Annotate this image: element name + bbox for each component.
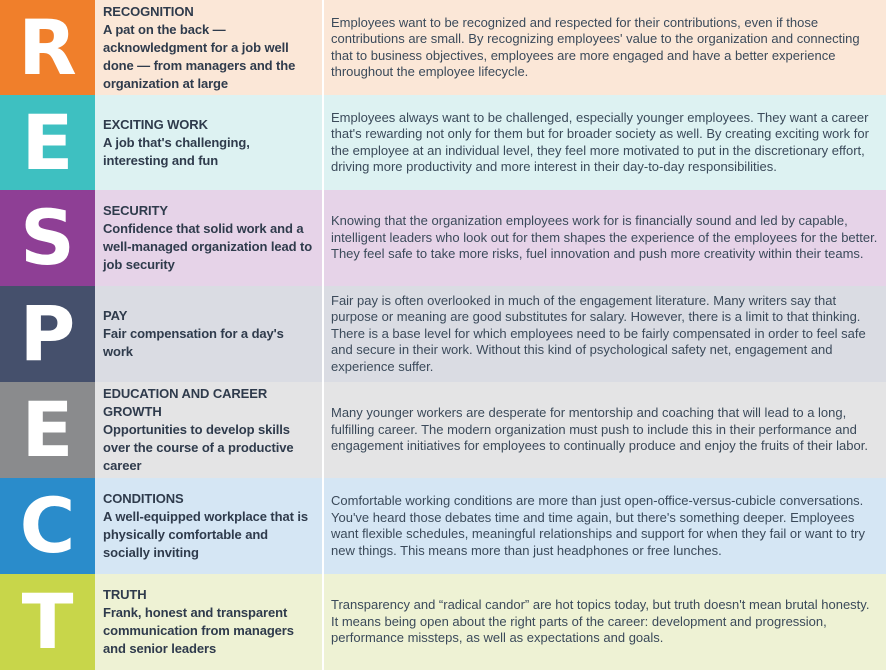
- letter-block: T: [0, 574, 95, 670]
- description-cell: [324, 286, 886, 382]
- letter-block: S: [0, 190, 95, 286]
- row-name: PAY: [103, 308, 128, 323]
- row-description: Transparency and “radical candor” are hot topics today, but truth doesn't mean brutal honesty. It means being open about the right parts of the career: development and progression, performance missteps, as well as expectations and goals.: [331, 597, 870, 646]
- description-cell: [324, 574, 886, 670]
- title-cell: [95, 95, 324, 190]
- row-subtitle: Frank, honest and transparent communication from managers and senior leaders: [103, 605, 294, 656]
- row-description: Fair pay is often overlooked in much of the engagement literature. Many writers say that purpose or meaning are good substitutes for salary. However, there is a limit to that thinking. There is a base level for which employees need to be fairly compensated in order to feel safe and secure in their work. Without this kind of psychological safety net, engagement and experience suffer.: [331, 292, 866, 374]
- title-cell: [95, 574, 324, 670]
- title-cell: [95, 478, 324, 574]
- row-name: EXCITING WORK: [103, 116, 208, 132]
- row-truth: [0, 574, 886, 670]
- row-subtitle: A job that's challenging, interesting and fun: [103, 134, 250, 168]
- row-name: EDUCATION AND CAREER GROWTH: [103, 386, 268, 419]
- row-subtitle: A well-equipped workplace that is physically comfortable and socially inviting: [103, 509, 308, 560]
- letter-block: E: [0, 95, 95, 190]
- row-name: RECOGNITION: [103, 3, 194, 19]
- row-description: Comfortable working conditions are more than just open-office-versus-cubicle conversations. You've heard those debates time and time again, but there's something deeper. Employees want flexible schedules, meaningful relationships and support for when they fail or want to try new things. This means more than just headphones or free lunches.: [331, 493, 866, 558]
- title-cell: [95, 286, 324, 382]
- row-subtitle: Opportunities to develop skills over the course of a productive career: [103, 422, 294, 473]
- description-cell: [324, 95, 886, 190]
- title-cell: [95, 190, 324, 286]
- row-subtitle: A pat on the back — acknowledgment for a job well done — from managers and the organization at large: [103, 21, 296, 91]
- row-description: Employees always want to be challenged, especially younger employees. They want a career that's rewarding not only for them but for broader society as well. By creating exciting work for the employee at an individual level, they feel more motivated to put in the discretionary effort, driving more productivity and more interest in their day-to-day responsibilities.: [331, 109, 869, 174]
- row-description: Many younger workers are desperate for mentorship and coaching that will lead to a long, fulfilling career. The modern organization must push to include this in their performance and engagement initiatives for employees to continually produce and enjoy the fruits of their labor.: [331, 405, 868, 454]
- row-pay: [0, 286, 886, 382]
- description-cell: [324, 0, 886, 95]
- description-cell: [324, 382, 886, 478]
- letter-block: E: [0, 382, 95, 478]
- row-description: Knowing that the organization employees work for is financially sound and led by capable, intelligent leaders who look out for them shapes the experience of the employees for the better. They feel safe to take more risks, fuel innovation and push more creativity within their teams.: [331, 213, 878, 262]
- title-cell: [95, 0, 324, 95]
- title-cell: [95, 382, 324, 478]
- row-name: TRUTH: [103, 587, 147, 602]
- letter-block: R: [0, 0, 95, 95]
- letter-block: P: [0, 286, 95, 382]
- row-education-career-growth: [0, 382, 886, 478]
- row-name: SECURITY: [103, 203, 168, 218]
- description-cell: [324, 478, 886, 574]
- row-security: [0, 190, 886, 286]
- row-name: CONDITIONS: [103, 491, 184, 506]
- row-description: Employees want to be recognized and respected for their contributions, even if those contributions are small. By recognizing employees' value to the organization and connecting that to business objectives, employees are more engaged and have a better experience throughout the employee lifecycle.: [331, 14, 860, 79]
- row-recognition: [0, 0, 886, 95]
- row-conditions: [0, 478, 886, 574]
- description-cell: [324, 190, 886, 286]
- row-exciting-work: [0, 95, 886, 190]
- letter-block: C: [0, 478, 95, 574]
- row-subtitle: Confidence that solid work and a well-managed organization lead to job security: [103, 221, 313, 272]
- row-subtitle: Fair compensation for a day's work: [103, 326, 284, 359]
